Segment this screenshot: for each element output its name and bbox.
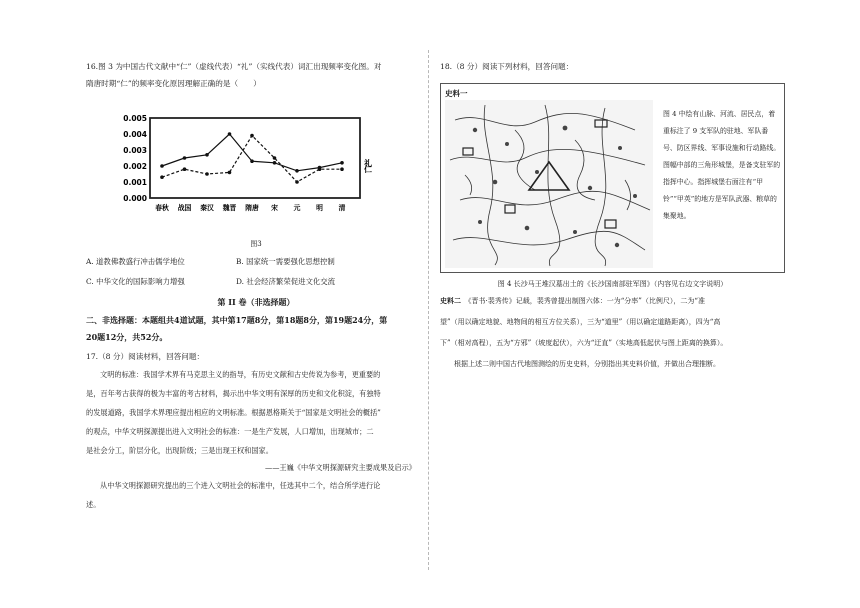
ancient-map-image [445,100,653,268]
data-point [205,172,209,176]
data-point [318,166,322,170]
map-description: 图 4 中绘有山脉、河流、居民点，着重标注了 9 支军队的驻地、军队番号、防区界线、军事设施和行动路线。图幅中部的三角形城堡，是备支驻军的指挥中心。指挥城堡右面注有“甲铃”“甲英”的地方是军队武器、粮草的集聚地。 [663,110,781,220]
frequency-chart [114,110,374,234]
y-tick-label: 0.004 [123,130,147,139]
figure3-caption: 图3 [250,240,262,248]
y-tick-label: 0.001 [123,178,147,187]
frequency-chart-svg [114,110,374,230]
material2-line-text: 《晋书·裴秀传》记载，裴秀曾提出制图六体：一为“分率”（比例尺），二为“准 [468,297,705,305]
q17-para-line: 是社会分工，阶层分化，出现阶级；三是出现王权和国家。 [86,446,273,455]
q17-para-line: 的发展道路，我国学术界理应提出相应的文明标准。根据恩格斯关于“国家是文明社会的概括” [86,408,381,417]
q17-para-line: 文明的标准：我国学术界有马克思主义的指导，有历史文献和古史传说为参考，更重要的 [100,370,381,379]
material1-label: 史料一 [445,89,468,98]
q17-stem: 17.（8 分）阅读材料，回答问题： [86,352,205,361]
section-heading-line2: 20题12分，共52分。 [86,332,168,342]
data-point [250,134,254,138]
y-tick-label: 0.005 [123,114,147,123]
data-point [183,156,187,160]
data-point [205,153,209,157]
data-point [228,132,232,136]
x-tick-label: 隋唐 [245,204,259,212]
section-heading-line1: 二、非选择题：本题组共4道试题，其中第17题8分，第18题8分，第19题24分，第 [86,315,388,325]
x-tick-label: 清 [338,204,346,212]
x-tick-label: 明 [316,204,323,212]
column-divider [428,50,429,570]
q18-task: 根据上述二则中国古代地图测绘的历史史料，分别指出其史料价值，并做出合理推断。 [454,360,720,368]
data-point [273,161,277,165]
data-point [340,167,344,171]
material2-label: 史料二 [440,296,461,305]
option-c[interactable]: C. 中华文化的国际影响力增强 [86,277,185,286]
data-point [295,169,299,173]
material1-box [440,83,785,273]
series-label: 仁 [364,165,372,175]
option-d[interactable]: D. 社会经济繁荣促进文化交流 [236,277,336,286]
material2-line: 望”（用以确定地貌、地物间的相互方位关系），三为“道里”（用以确定道路距离），四为“高 [440,318,721,326]
right-column [440,58,785,374]
data-point [183,167,187,171]
option-a[interactable]: A. 道教佛教盛行冲击儒学地位 [86,257,185,266]
x-tick-label: 宋 [271,204,278,212]
q17-task-line: 述。 [86,500,101,509]
q17-para-line: 的观点，中华文明探源提出进入文明社会的标准：一是生产发展，人口增加，出现城市；二 [86,427,374,436]
option-b[interactable]: B. 国家统一需要强化思想控制 [236,257,335,266]
q17-task-line: 从中华文明探源研究提出的三个进入文明社会的标准中，任选其中二个，结合所学进行论 [100,481,381,490]
data-point [295,180,299,184]
x-tick-label: 秦汉 [200,204,214,212]
q18-stem: 18.（8 分）阅读下列材料，回答问题： [440,62,574,71]
part2-title: 第 II 卷（非选择题） [217,297,295,307]
x-tick-label: 魏晋 [222,204,237,212]
q16-stem-line2: 隋唐时期“仁”的频率变化原因理解正确的是（ ） [86,79,261,88]
x-tick-label: 春秋 [155,204,169,212]
x-tick-label: 元 [293,204,301,212]
data-point [160,175,164,179]
data-point [250,159,254,163]
q17-source: ——王巍《中华文明探源研究主要成果及启示》 [265,463,416,472]
data-point [340,161,344,165]
y-tick-label: 0.003 [123,146,147,155]
q16-stem-line1: 16.图 3 为中国古代文献中“仁”（虚线代表）“礼”（实线代表）词汇出现频率变化图。对 [86,62,382,71]
series-line-礼 [162,134,342,171]
left-column [86,58,426,514]
series-label: 礼 [364,158,372,168]
figure4-caption: 图 4 长沙马王堆汉墓出土的《长沙国南部驻军图》（内容见右边文字说明） [497,280,728,288]
q17-para-line: 是，百年考古获得的极为丰富的考古材料，揭示出中华文明有深厚的历史和文化积淀，有独特 [86,389,381,398]
series-line-仁 [162,136,342,182]
chart-frame [150,118,360,198]
x-tick-label: 战国 [177,204,192,212]
material2-line: 下”（相对高程），五为“方邪”（坡度起伏），六为“迂直”（实地高低起伏与图上距离的换算）。 [440,339,728,347]
data-point [273,156,277,160]
y-tick-label: 0.000 [123,194,147,203]
material2-line [440,291,785,311]
data-point [160,164,164,168]
y-tick-label: 0.002 [123,162,147,171]
data-point [228,171,232,175]
q16-options [86,256,426,287]
